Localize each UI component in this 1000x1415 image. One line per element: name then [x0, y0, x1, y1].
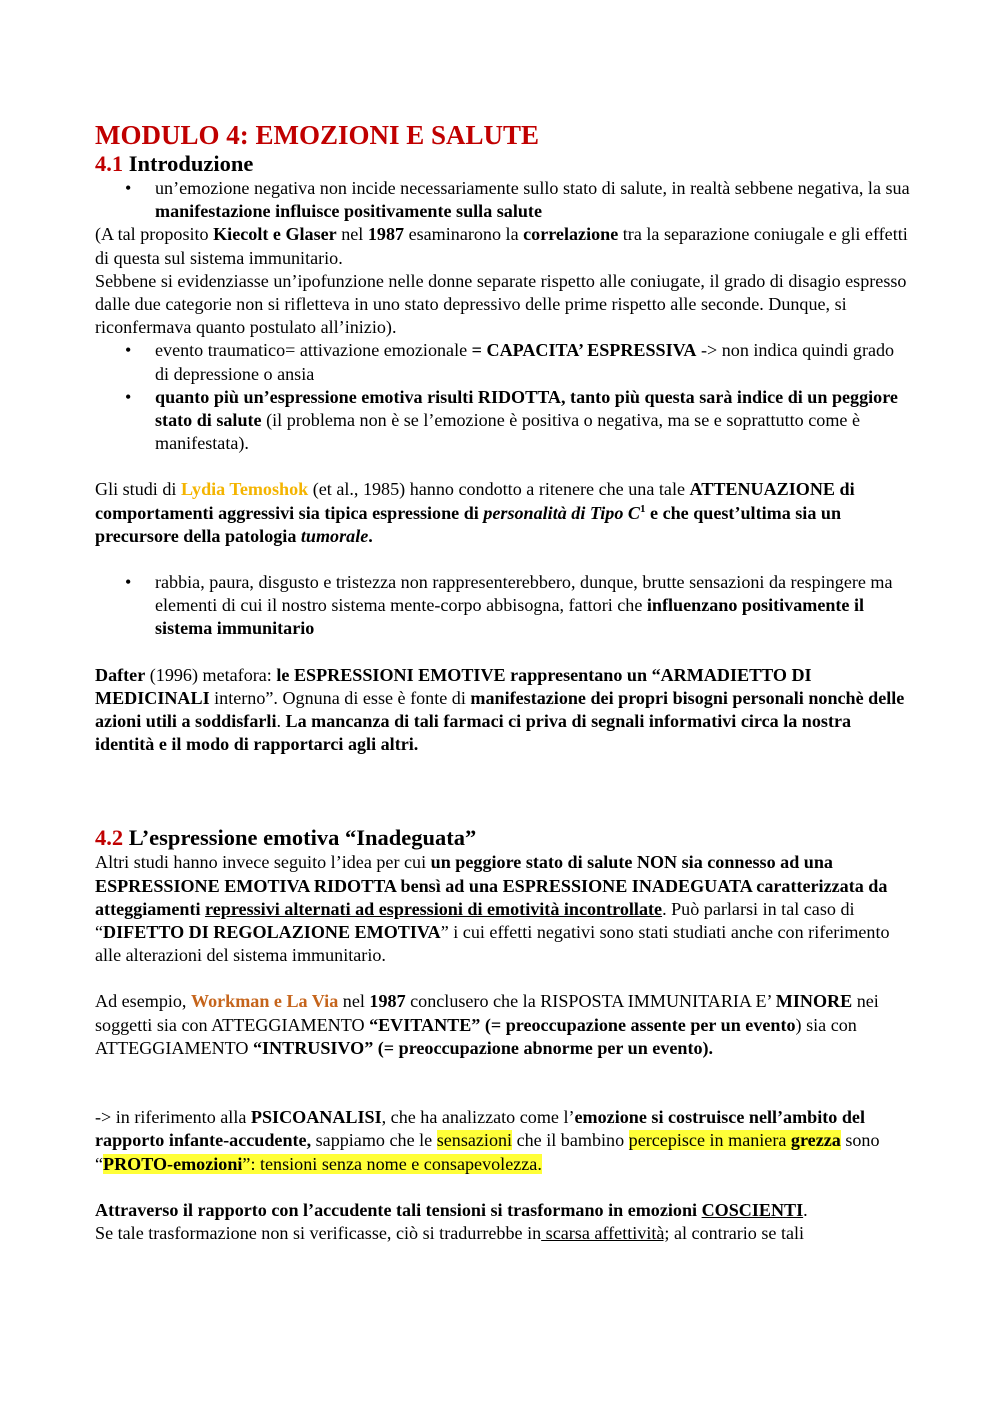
paragraph-workman [95, 990, 910, 1060]
text: nel [336, 224, 368, 245]
text: (1996) metafora: [145, 664, 277, 685]
text: un’emozione negativa non incide necessariamente sullo stato di salute, in realtà sebbene negativa, la sua [155, 178, 910, 198]
bold-text: DIFETTO DI REGOLAZIONE EMOTIVA [103, 922, 441, 943]
paragraph-psicoanalisi [95, 1106, 910, 1176]
bold-text: PSICOANALISI [250, 1107, 382, 1128]
text: . [803, 1199, 808, 1220]
bold-text: “INTRUSIVO” (= preoccupazione abnorme per un evento). [252, 1037, 714, 1058]
bold-text [95, 1200, 803, 1220]
paragraph-inadeguata [95, 851, 910, 967]
footnote-ref: 1 [640, 502, 646, 515]
spacer [95, 1060, 910, 1106]
bold-text: emozione si costruisce nell’ambito del rapporto infante-accudente, [95, 1107, 865, 1151]
text: ) sia con ATTEGGIAMENTO [95, 1014, 857, 1058]
text: sono “ [95, 1130, 880, 1174]
bullet-list [95, 571, 910, 641]
list-item [95, 386, 910, 456]
paragraph-temoshok [95, 478, 910, 548]
spacer [95, 455, 910, 478]
underlined-text: repressivi alternati ad espressioni di emotività incontrollate [205, 898, 663, 919]
text: Gli studi di [95, 479, 181, 500]
text: (il problema non è se l’emozione è positiva o negativa, ma se e soprattutto come è manifestata). [155, 410, 860, 454]
text: un peggiore stato di salute NON sia connesso ad una ESPRESSIONE EMOTIVA RIDOTTA bensì ad una ESPRESSIONE INADEGUATA caratterizzata da atteggiamenti [95, 852, 888, 919]
section-heading-4-2 [95, 824, 910, 851]
section-number: 4.2 [95, 825, 124, 851]
paragraph-dafter [95, 664, 910, 757]
bold-text: Dafter [95, 664, 146, 685]
section-title: L’espressione emotiva “Inadeguata” [128, 825, 477, 851]
text: rabbia, paura, disgusto e tristezza non rappresenterebbero, dunque, brutte sensazioni da respingere ma elementi di cui il nostro sistema mente-corpo abbisogna, fattori che [155, 572, 893, 616]
bold-text: 1987 [367, 224, 405, 245]
bold-text: quanto più un’espressione emotiva risulti RIDOTTA, tanto più questa sarà indice di un peggiore stato di salute [155, 386, 898, 431]
underlined-text: COSCIENTI [701, 1199, 804, 1220]
text: tra la separazione coniugale e gli effetti di questa sul sistema immunitario. [95, 224, 908, 268]
text: . Può parlarsi in tal caso di “ [95, 898, 855, 943]
bold-text: Kiecolt e Glaser [213, 224, 337, 245]
text: che il bambino [512, 1130, 629, 1151]
text: -> non indica quindi grado di depressione o ansia [155, 340, 895, 384]
bullet-list [95, 339, 910, 455]
highlighted-text: percepisce in maniera [628, 1130, 791, 1151]
bold-text: correlazione [523, 224, 619, 245]
bold-text: influenzano positivamente il sistema immunitario [155, 595, 865, 639]
spacer [95, 548, 910, 571]
section-heading-4-1 [95, 150, 910, 177]
highlighted-bold-text: PROTO-emozioni [103, 1153, 243, 1174]
text: ATTENUAZIONE di comportamenti aggressivi sia tipica espressione di [95, 479, 855, 523]
text: , che ha analizzato come l’ [381, 1107, 575, 1128]
text: esaminarono la [404, 224, 524, 245]
text: -> in riferimento alla [95, 1107, 251, 1128]
bold-text: le ESPRESSIONI EMOTIVE rappresentano un “ARMADIETTO DI MEDICINALI [95, 664, 812, 708]
paragraph-kiecolt [95, 223, 910, 269]
section-number: 4.1 [95, 151, 124, 176]
bold-text: manifestazione influisce positivamente sulla salute [155, 201, 542, 222]
italic-text: personalità di Tipo C [483, 502, 640, 523]
text: conclusero che la RISPOSTA IMMUNITARIA E’ [405, 991, 776, 1012]
bullet-list [95, 177, 910, 223]
text: al contrario se tali [669, 1222, 805, 1243]
bold-text: La mancanza di tali farmaci ci priva di segnali informativi circa la nostra identità e il modo di rapportarci agli altri. [95, 711, 852, 755]
text: (et al., 1985) hanno condotto a ritenere che una tale [308, 479, 690, 500]
text: e che quest’ultima sia un precursore della patologia [95, 502, 842, 546]
bold-text: MINORE [775, 991, 853, 1012]
text: Se tale trasformazione non si verificasse, ciò si tradurrebbe in [95, 1222, 542, 1243]
text: . [368, 525, 373, 546]
list-item [95, 339, 910, 385]
bold-text: 1987 [369, 991, 406, 1012]
spacer [95, 641, 910, 664]
text: Attraverso il rapporto con l’accudente tali tensioni si trasformano in emozioni [95, 1199, 702, 1220]
document-page [95, 120, 910, 1245]
text: interno”. Ognuna di esse è fonte di [209, 687, 471, 708]
text: evento traumatico= attivazione emozionale [155, 340, 472, 361]
spacer [95, 967, 910, 990]
spacer [95, 756, 910, 824]
italic-text: tumorale [300, 525, 369, 546]
underlined-text: scarsa affettività; [541, 1222, 670, 1243]
author-name: Lydia Temoshok [180, 479, 309, 500]
module-title: MODULO 4: EMOZIONI E SALUTE [95, 120, 540, 150]
text: Ad esempio, [95, 991, 191, 1012]
text: Altri studi hanno invece seguito l’idea per cui [95, 852, 431, 873]
spacer [95, 1176, 910, 1199]
text: nei soggetti sia con ATTEGGIAMENTO [95, 991, 879, 1035]
text: . [276, 711, 286, 732]
list-item [95, 571, 910, 641]
text: sappiamo che le [311, 1130, 437, 1151]
text: ” i cui effetti negativi sono stati studiati anche con riferimento alle alterazioni del sistema immunitario. [95, 922, 890, 966]
list-item [95, 177, 910, 223]
text: (A tal proposito [95, 224, 214, 245]
highlighted-bold-text: grezza [790, 1130, 841, 1151]
text: nel [338, 991, 370, 1012]
paragraph-accudente [95, 1199, 910, 1245]
highlighted-text: sensazioni [436, 1130, 513, 1151]
highlighted-text: ”: tensioni senza nome e consapevolezza. [242, 1153, 542, 1174]
bold-text: = CAPACITA’ ESPRESSIVA [471, 340, 697, 361]
author-name: Workman e La Via [190, 991, 339, 1012]
section-title: Introduzione [128, 151, 254, 176]
bold-text: “EVITANTE” (= preoccupazione assente per un evento [369, 1014, 796, 1035]
paragraph-ipofunzione: Sebbene si evidenziasse un’ipofunzione nelle donne separate rispetto alle coniugate, il grado di disagio espresso dalle due categorie non si rifletteva in uno stato depressivo delle prime rispetto alle seconde. Dunque, si riconfermava quanto postulato all’inizio). [95, 270, 907, 338]
bold-text: manifestazione dei propri bisogni personali nonchè delle azioni utili a soddisfarli [95, 687, 905, 732]
